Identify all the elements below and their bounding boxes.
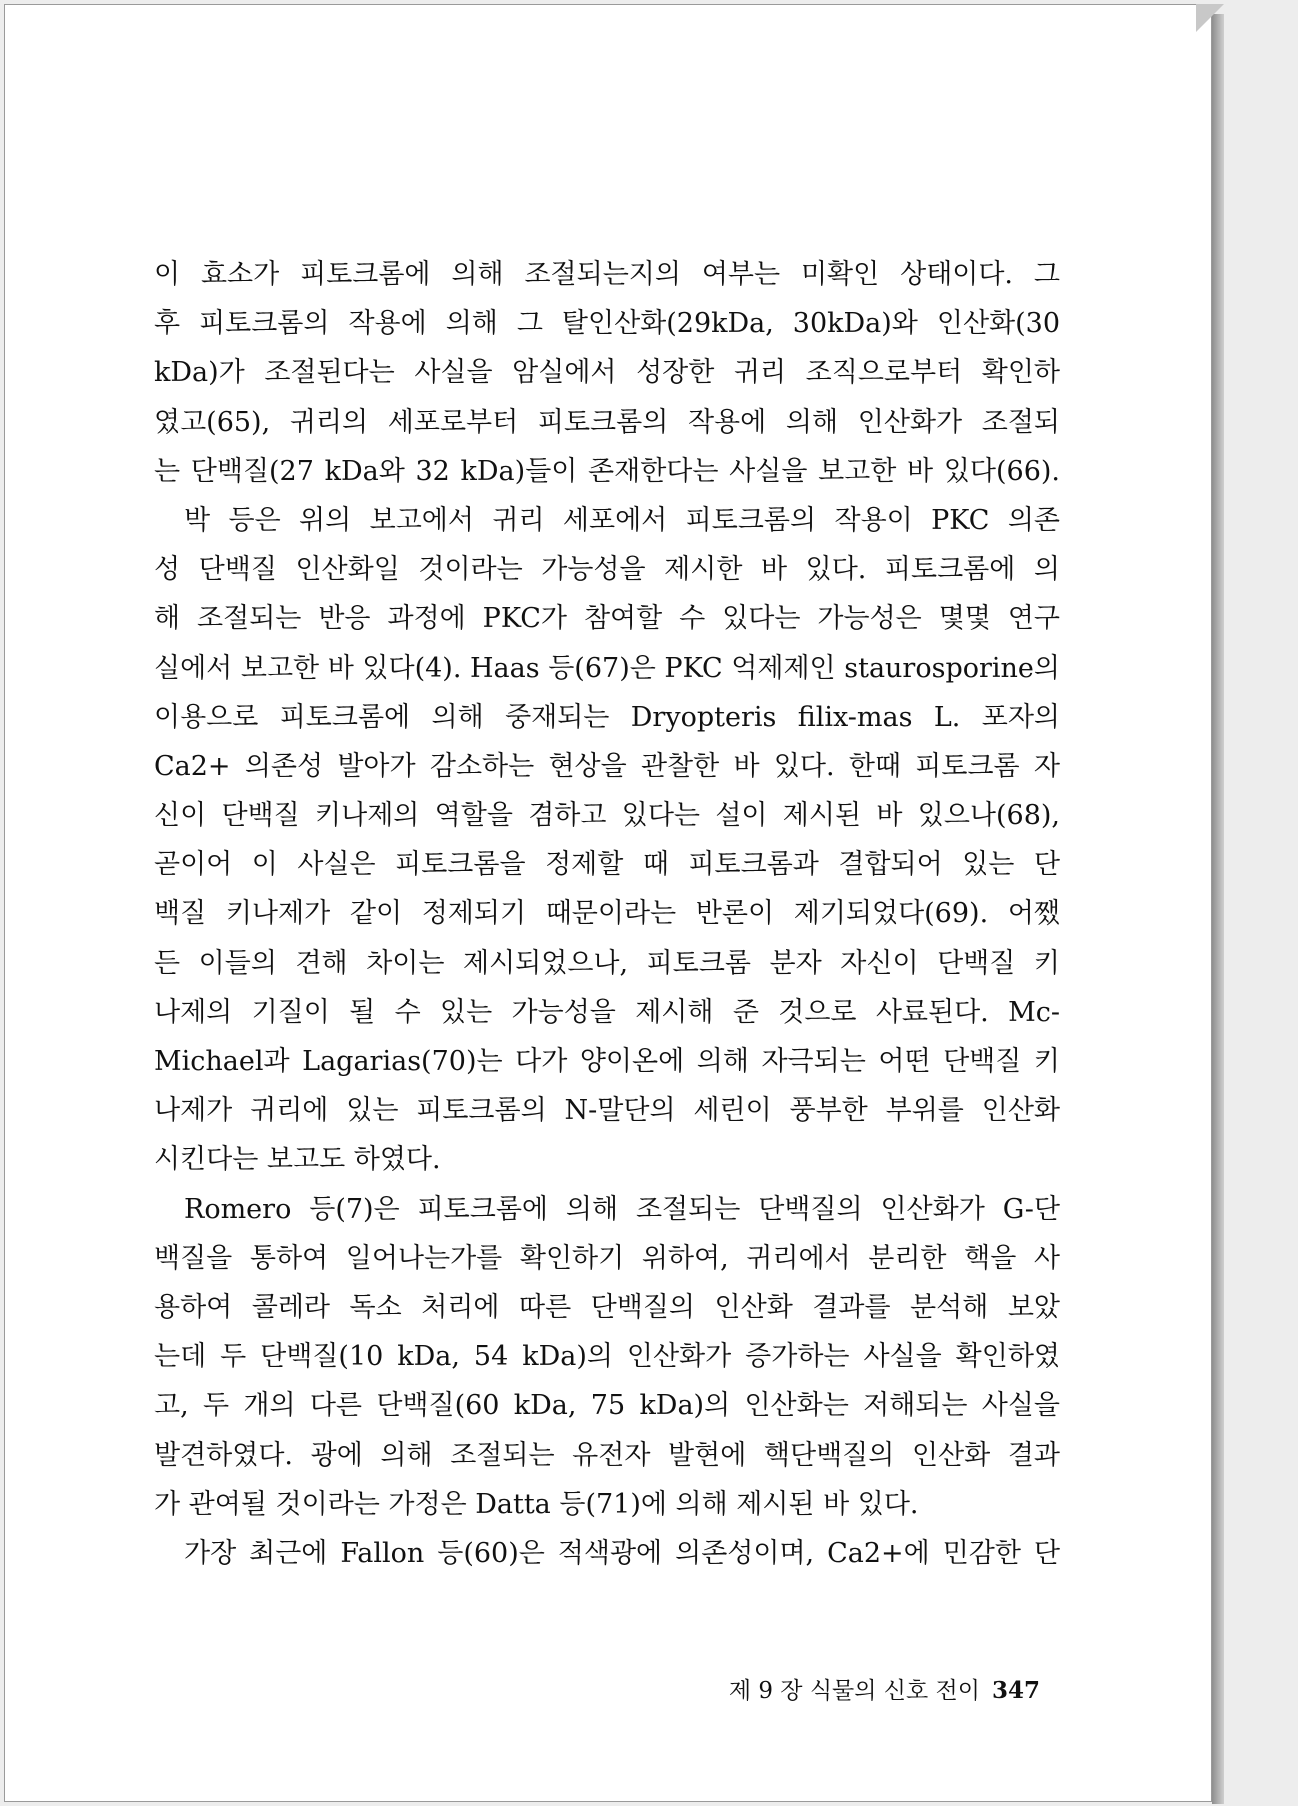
text-line: 는데 두 단백질(10 kDa, 54 kDa)의 인산화가 증가하는 사실을 확인하였 (154, 1341, 1060, 1373)
body-text (154, 250, 1060, 1578)
text-line: kDa)가 조절된다는 사실을 암실에서 성장한 귀리 조직으로부터 확인하 (154, 357, 1060, 389)
text-line: 였고(65), 귀리의 세포로부터 피토크롬의 작용에 의해 인산화가 조절되 (154, 406, 1060, 438)
text-line: 박 등은 위의 보고에서 귀리 세포에서 피토크롬의 작용이 PKC 의존 (184, 504, 1060, 536)
running-footer (700, 1672, 1040, 1705)
text-line: 용하여 콜레라 독소 처리에 따른 단백질의 인산화 결과를 분석해 보았 (154, 1291, 1060, 1323)
page-corner-fold (1196, 4, 1224, 32)
text-line: 시킨다는 보고도 하였다. (154, 1144, 441, 1176)
text-line: Michael과 Lagarias(70)는 다가 양이온에 의해 자극되는 어떤 단백질 키 (154, 1046, 1060, 1077)
chapter-title: 제 9 장 식물의 신호 전이 (728, 1678, 980, 1704)
paragraph-4 (154, 1529, 1060, 1578)
paragraph-2 (154, 496, 1060, 1185)
paragraph-3 (154, 1185, 1060, 1529)
text-line: 이 효소가 피토크롬에 의해 조절되는지의 여부는 미확인 상태이다. 그 (154, 259, 1060, 290)
text-line: 는 단백질(27 kDa와 32 kDa)들이 존재한다는 사실을 보고한 바 있다(66). (154, 455, 1060, 487)
paragraph-1 (154, 250, 1060, 496)
page-edge-shadow (1212, 14, 1224, 1804)
text-line: 백질을 통하여 일어나는가를 확인하기 위하여, 귀리에서 분리한 핵을 사 (154, 1242, 1060, 1274)
text-line: 든 이들의 견해 차이는 제시되었으나, 피토크롬 분자 자신이 단백질 키 (154, 947, 1060, 979)
text-line: 백질 키나제가 같이 정제되기 때문이라는 반론이 제기되었다(69). 어쨌 (154, 898, 1060, 930)
text-line: 이용으로 피토크롬에 의해 중재되는 Dryopteris filix-mas L. 포자의 (154, 701, 1060, 733)
text-line: Ca2+ 의존성 발아가 감소하는 현상을 관찰한 바 있다. 한때 피토크롬 자 (154, 750, 1060, 782)
text-line: 나제의 기질이 될 수 있는 가능성을 제시해 준 것으로 사료된다. Mc- (154, 996, 1060, 1028)
text-line: 가 관여될 것이라는 가정은 Datta 등(71)에 의해 제시된 바 있다. (154, 1488, 919, 1520)
text-line: 곧이어 이 사실은 피토크롬을 정제할 때 피토크롬과 결합되어 있는 단 (154, 849, 1060, 881)
text-line: 발견하였다. 광에 의해 조절되는 유전자 발현에 핵단백질의 인산화 결과 (154, 1439, 1060, 1471)
text-line: 후 피토크롬의 작용에 의해 그 탈인산화(29kDa, 30kDa)와 인산화(30 (154, 308, 1060, 340)
text-line: 가장 최근에 Fallon 등(60)은 적색광에 의존성이며, Ca2+에 민감한 단 (184, 1537, 1060, 1569)
text-line: 신이 단백질 키나제의 역할을 겸하고 있다는 설이 제시된 바 있으나(68), (154, 800, 1060, 832)
text-line: 해 조절되는 반응 과정에 PKC가 참여할 수 있다는 가능성은 몇몇 연구 (154, 603, 1060, 635)
text-line: 고, 두 개의 다른 단백질(60 kDa, 75 kDa)의 인산화는 저해되는 사실을 (154, 1390, 1060, 1422)
page-number: 347 (991, 1677, 1040, 1704)
text-line: Romero 등(7)은 피토크롬에 의해 조절되는 단백질의 인산화가 G-단 (184, 1193, 1060, 1225)
text-line: 나제가 귀리에 있는 피토크롬의 N-말단의 세린이 풍부한 부위를 인산화 (154, 1095, 1060, 1127)
text-line: 성 단백질 인산화일 것이라는 가능성을 제시한 바 있다. 피토크롬에 의 (154, 554, 1060, 586)
text-line: 실에서 보고한 바 있다(4). Haas 등(67)은 PKC 억제제인 staurosporine의 (154, 652, 1060, 684)
